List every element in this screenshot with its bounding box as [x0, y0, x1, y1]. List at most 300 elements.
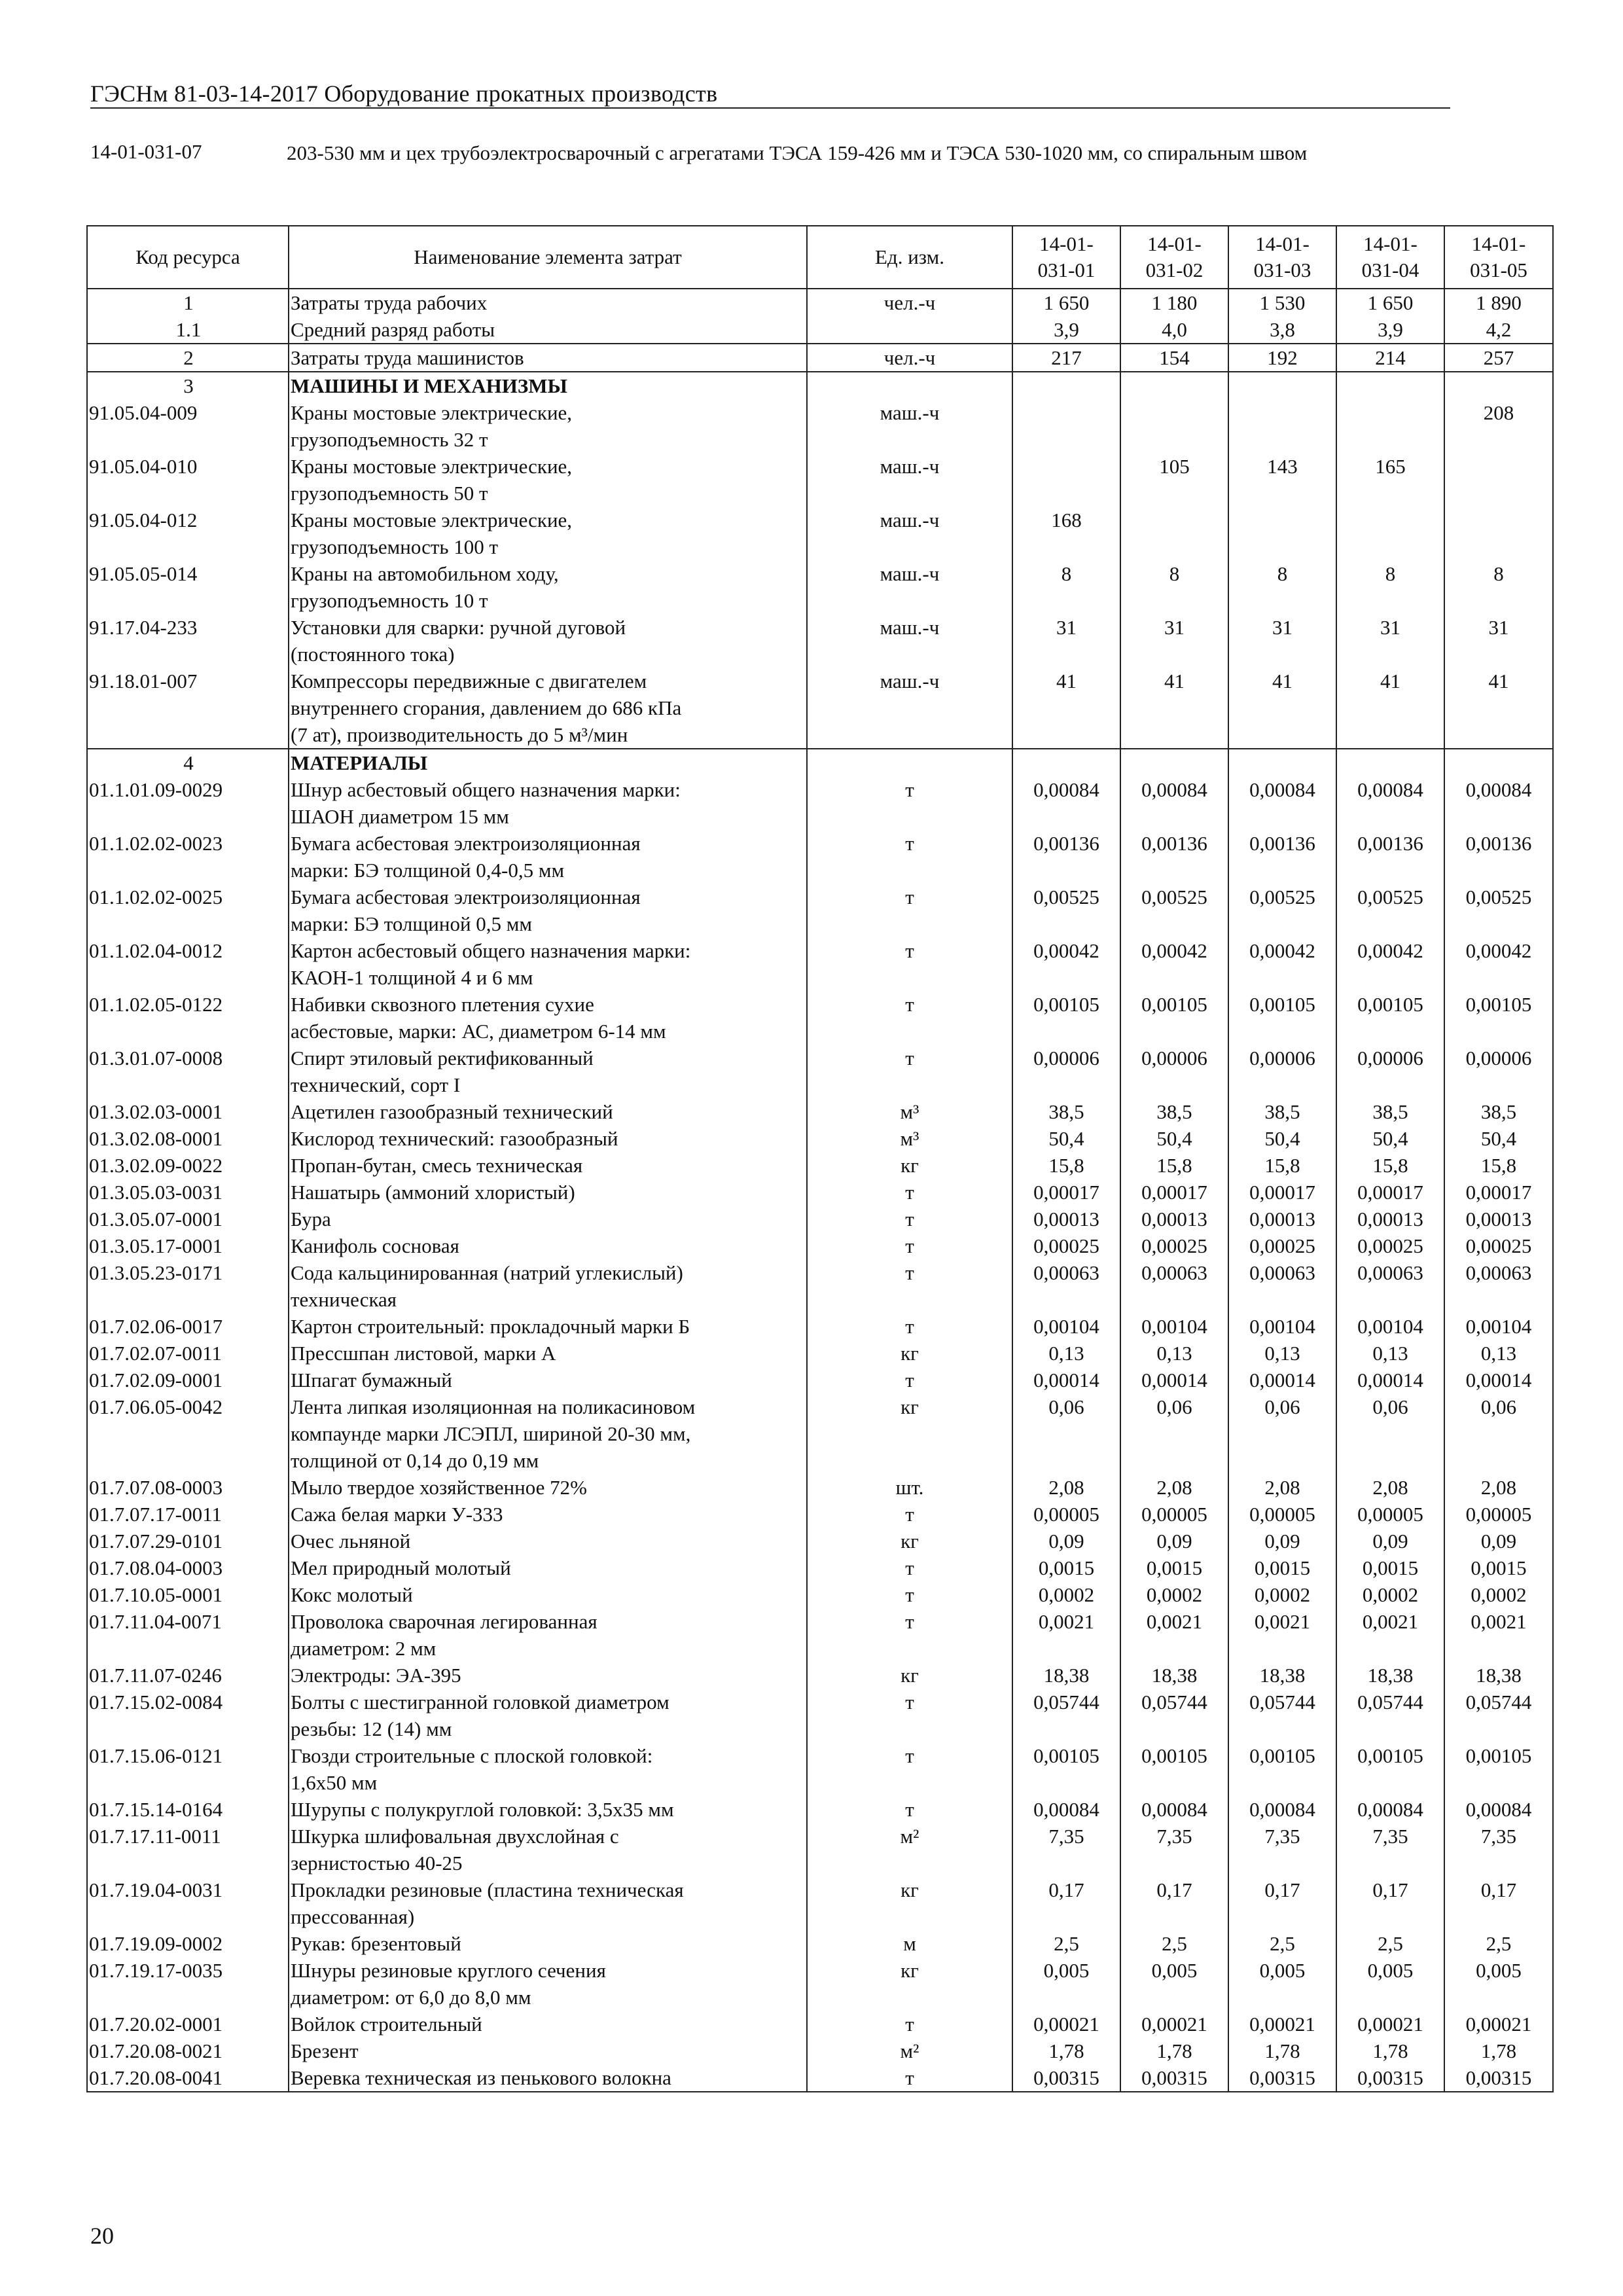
value-cell: 0,00021	[1228, 2011, 1336, 2037]
value-cell: 0,00136	[1228, 830, 1336, 884]
table-row	[87, 614, 1553, 668]
resource-code-cell: 1	[87, 289, 289, 316]
resource-code-cell: 01.7.15.02-0084	[87, 1689, 289, 1742]
cost-element-name-cell: Сажа белая марки У-333	[289, 1501, 807, 1528]
value-cell: 8	[1228, 560, 1336, 614]
value-cell: 0,13	[1228, 1340, 1336, 1367]
cost-element-name-cell: МАШИНЫ И МЕХАНИЗМЫ	[289, 372, 807, 399]
value-cell: 0,00105	[1120, 991, 1228, 1045]
value-cell: 168	[1012, 507, 1120, 560]
value-cell: 0,0021	[1012, 1608, 1120, 1662]
value-cell: 50,4	[1228, 1125, 1336, 1152]
cost-element-name-cell: Средний разряд работы	[289, 316, 807, 344]
table-row	[87, 1125, 1553, 1152]
value-cell: 0,00136	[1012, 830, 1120, 884]
value-cell: 0,00013	[1336, 1206, 1444, 1232]
table-row	[87, 1313, 1553, 1340]
table-row	[87, 1662, 1553, 1689]
value-cell: 0,00006	[1336, 1045, 1444, 1098]
cost-element-name-cell: Пропан-бутан, смесь техническая	[289, 1152, 807, 1179]
value-cell	[1336, 399, 1444, 453]
value-cell: 0,0002	[1336, 1581, 1444, 1608]
value-cell: 41	[1012, 668, 1120, 749]
resource-code-cell: 01.7.11.04-0071	[87, 1608, 289, 1662]
cost-element-name-cell: Мыло твердое хозяйственное 72%	[289, 1474, 807, 1501]
unit-cell: т	[807, 1179, 1012, 1206]
table-row	[87, 399, 1553, 453]
value-cell: 0,00105	[1228, 1742, 1336, 1796]
cost-element-name-cell: Кокс молотый	[289, 1581, 807, 1608]
value-cell: 0,00014	[1120, 1367, 1228, 1393]
value-cell	[1228, 507, 1336, 560]
value-cell: 0,00084	[1012, 1796, 1120, 1823]
unit-cell	[807, 372, 1012, 399]
cost-element-name-cell: Проволока сварочная легированная диаметром: 2 мм	[289, 1608, 807, 1662]
value-cell	[1444, 749, 1553, 776]
value-cell: 0,00084	[1444, 776, 1553, 830]
value-cell: 0,00525	[1012, 884, 1120, 937]
value-cell: 0,00021	[1012, 2011, 1120, 2037]
unit-cell: маш.-ч	[807, 453, 1012, 507]
value-cell: 1,78	[1336, 2037, 1444, 2064]
unit-cell: кг	[807, 1152, 1012, 1179]
cost-element-name-cell: Спирт этиловый ректификованный технический, сорт I	[289, 1045, 807, 1098]
value-cell: 0,00014	[1336, 1367, 1444, 1393]
value-cell: 0,0021	[1336, 1608, 1444, 1662]
value-cell: 1,78	[1228, 2037, 1336, 2064]
value-cell: 0,005	[1120, 1957, 1228, 2011]
value-cell: 0,00315	[1120, 2064, 1228, 2092]
resource-table	[86, 225, 1554, 2092]
value-cell: 7,35	[1012, 1823, 1120, 1876]
resource-code-cell: 91.05.04-012	[87, 507, 289, 560]
value-cell: 0,00006	[1228, 1045, 1336, 1098]
table-row	[87, 1259, 1553, 1313]
resource-code-cell: 91.17.04-233	[87, 614, 289, 668]
value-cell: 0,00042	[1228, 937, 1336, 991]
value-cell: 0,0015	[1336, 1554, 1444, 1581]
value-cell: 8	[1336, 560, 1444, 614]
value-cell: 0,00063	[1336, 1259, 1444, 1313]
value-cell: 0,005	[1228, 1957, 1336, 2011]
resource-code-cell: 01.7.07.08-0003	[87, 1474, 289, 1501]
resource-code-cell: 01.7.11.07-0246	[87, 1662, 289, 1689]
unit-cell: м²	[807, 2037, 1012, 2064]
value-cell: 154	[1120, 344, 1228, 372]
table-row	[87, 1152, 1553, 1179]
cost-element-name-cell: Рукав: брезентовый	[289, 1930, 807, 1957]
value-cell: 0,00136	[1336, 830, 1444, 884]
value-cell: 0,00105	[1444, 991, 1553, 1045]
table-row	[87, 1876, 1553, 1930]
value-cell: 0,00014	[1012, 1367, 1120, 1393]
value-cell: 0,00084	[1228, 1796, 1336, 1823]
unit-cell: м²	[807, 1823, 1012, 1876]
resource-code-cell: 01.7.20.02-0001	[87, 2011, 289, 2037]
unit-cell: т	[807, 776, 1012, 830]
cost-element-name-cell: Шкурка шлифовальная двухслойная с зернистостью 40-25	[289, 1823, 807, 1876]
value-cell: 0,13	[1336, 1340, 1444, 1367]
value-cell: 0,00025	[1336, 1232, 1444, 1259]
value-cell: 0,00021	[1120, 2011, 1228, 2037]
cost-element-name-cell: Краны мостовые электрические, грузоподъемность 32 т	[289, 399, 807, 453]
value-cell: 0,09	[1336, 1528, 1444, 1554]
table-row	[87, 2037, 1553, 2064]
value-cell: 18,38	[1120, 1662, 1228, 1689]
value-cell: 50,4	[1012, 1125, 1120, 1152]
value-cell: 0,00017	[1228, 1179, 1336, 1206]
table-row	[87, 1206, 1553, 1232]
value-cell	[1336, 372, 1444, 399]
value-cell: 31	[1336, 614, 1444, 668]
value-cell: 0,00105	[1336, 991, 1444, 1045]
table-row	[87, 1554, 1553, 1581]
page-header	[90, 77, 1450, 109]
cost-element-name-cell: Веревка техническая из пенькового волокна	[289, 2064, 807, 2092]
unit-cell: т	[807, 1232, 1012, 1259]
value-cell: 18,38	[1012, 1662, 1120, 1689]
value-cell	[1120, 507, 1228, 560]
value-cell	[1336, 749, 1444, 776]
value-cell: 15,8	[1444, 1152, 1553, 1179]
value-cell: 2,08	[1336, 1474, 1444, 1501]
value-cell: 0,00005	[1012, 1501, 1120, 1528]
value-cell: 0,13	[1012, 1340, 1120, 1367]
table-row	[87, 560, 1553, 614]
value-cell: 0,06	[1444, 1393, 1553, 1474]
value-cell: 0,00042	[1120, 937, 1228, 991]
value-cell: 0,17	[1228, 1876, 1336, 1930]
cost-element-name-cell: Краны мостовые электрические, грузоподъемность 50 т	[289, 453, 807, 507]
table-row	[87, 830, 1553, 884]
unit-cell: т	[807, 1313, 1012, 1340]
cost-element-name-cell: Брезент	[289, 2037, 807, 2064]
unit-cell: т	[807, 884, 1012, 937]
unit-cell: маш.-ч	[807, 614, 1012, 668]
value-cell	[1012, 749, 1120, 776]
value-cell	[1120, 749, 1228, 776]
table-row	[87, 776, 1553, 830]
value-cell: 0,00105	[1012, 991, 1120, 1045]
resource-code-cell: 01.3.02.03-0001	[87, 1098, 289, 1125]
unit-cell: т	[807, 937, 1012, 991]
value-cell: 0,00017	[1444, 1179, 1553, 1206]
value-cell: 0,17	[1336, 1876, 1444, 1930]
resource-code-cell: 01.7.15.06-0121	[87, 1742, 289, 1796]
resource-code-cell: 01.1.02.02-0023	[87, 830, 289, 884]
table-header-cell: Наименование элемента затрат	[289, 226, 807, 289]
value-cell: 0,00005	[1444, 1501, 1553, 1528]
value-cell: 0,0021	[1444, 1608, 1553, 1662]
unit-cell: т	[807, 1259, 1012, 1313]
cost-element-name-cell: Очес льняной	[289, 1528, 807, 1554]
resource-code-cell: 1.1	[87, 316, 289, 344]
cost-element-name-cell: Лента липкая изоляционная на поликасиновом компаунде марки ЛСЭПЛ, шириной 20-30 мм, толщиной от 0,14 до 0,19 мм	[289, 1393, 807, 1474]
value-cell: 2,08	[1444, 1474, 1553, 1501]
resource-code-cell: 91.18.01-007	[87, 668, 289, 749]
value-cell: 41	[1336, 668, 1444, 749]
cost-element-name-cell: Шнур асбестовый общего назначения марки: ШАОН диаметром 15 мм	[289, 776, 807, 830]
value-cell: 15,8	[1228, 1152, 1336, 1179]
value-cell: 0,00014	[1444, 1367, 1553, 1393]
value-cell: 0,0002	[1444, 1581, 1553, 1608]
cost-element-name-cell: Набивки сквозного плетения сухие асбестовые, марки: АС, диаметром 6-14 мм	[289, 991, 807, 1045]
value-cell: 0,00084	[1336, 1796, 1444, 1823]
value-cell: 18,38	[1228, 1662, 1336, 1689]
value-cell: 143	[1228, 453, 1336, 507]
table-row	[87, 1957, 1553, 2011]
value-cell: 8	[1444, 560, 1553, 614]
value-cell: 2,08	[1012, 1474, 1120, 1501]
unit-cell: т	[807, 1581, 1012, 1608]
value-cell: 0,00042	[1012, 937, 1120, 991]
value-cell: 1,78	[1012, 2037, 1120, 2064]
unit-cell: т	[807, 1742, 1012, 1796]
table-row	[87, 1393, 1553, 1474]
table-row	[87, 1689, 1553, 1742]
value-cell: 7,35	[1120, 1823, 1228, 1876]
value-cell: 0,00042	[1444, 937, 1553, 991]
value-cell: 0,00013	[1228, 1206, 1336, 1232]
value-cell: 0,06	[1336, 1393, 1444, 1474]
value-cell: 0,0002	[1012, 1581, 1120, 1608]
value-cell: 0,06	[1120, 1393, 1228, 1474]
table-row	[87, 289, 1553, 316]
table-row	[87, 1581, 1553, 1608]
value-cell: 4,0	[1120, 316, 1228, 344]
value-cell: 1 180	[1120, 289, 1228, 316]
cost-element-name-cell: Бумага асбестовая электроизоляционная марки: БЭ толщиной 0,5 мм	[289, 884, 807, 937]
value-cell: 165	[1336, 453, 1444, 507]
table-row	[87, 2064, 1553, 2092]
value-cell: 0,00025	[1120, 1232, 1228, 1259]
cost-element-name-cell: Затраты труда рабочих	[289, 289, 807, 316]
unit-cell: кг	[807, 1340, 1012, 1367]
value-cell: 0,00005	[1336, 1501, 1444, 1528]
resource-code-cell: 01.7.07.17-0011	[87, 1501, 289, 1528]
table-row	[87, 668, 1553, 749]
cost-element-name-cell: Картон асбестовый общего назначения марки: КАОН-1 толщиной 4 и 6 мм	[289, 937, 807, 991]
table-row	[87, 1796, 1553, 1823]
table-header-row	[87, 226, 1553, 289]
value-cell: 0,00104	[1336, 1313, 1444, 1340]
value-cell: 0,09	[1012, 1528, 1120, 1554]
unit-cell: т	[807, 830, 1012, 884]
value-cell: 38,5	[1120, 1098, 1228, 1125]
cost-element-name-cell: Ацетилен газообразный технический	[289, 1098, 807, 1125]
value-cell: 0,0015	[1444, 1554, 1553, 1581]
table-row	[87, 1232, 1553, 1259]
value-cell: 0,00021	[1336, 2011, 1444, 2037]
cost-element-name-cell: МАТЕРИАЛЫ	[289, 749, 807, 776]
table-row	[87, 507, 1553, 560]
value-cell: 15,8	[1012, 1152, 1120, 1179]
value-cell: 1 890	[1444, 289, 1553, 316]
value-cell	[1120, 372, 1228, 399]
table-row	[87, 991, 1553, 1045]
value-cell: 0,005	[1336, 1957, 1444, 2011]
unit-cell: чел.-ч	[807, 344, 1012, 372]
section-code: 14-01-031-07	[90, 140, 202, 163]
value-cell: 0,06	[1228, 1393, 1336, 1474]
header-title: ГЭСНм 81-03-14-2017 Оборудование прокатных производств	[90, 81, 718, 107]
unit-cell: т	[807, 1796, 1012, 1823]
resource-code-cell: 01.3.02.09-0022	[87, 1152, 289, 1179]
value-cell: 15,8	[1336, 1152, 1444, 1179]
resource-code-cell: 01.3.02.08-0001	[87, 1125, 289, 1152]
value-cell: 0,17	[1444, 1876, 1553, 1930]
unit-cell: маш.-ч	[807, 399, 1012, 453]
page-number: 20	[90, 2223, 114, 2249]
value-cell: 0,00005	[1120, 1501, 1228, 1528]
value-cell: 0,00042	[1336, 937, 1444, 991]
table-row	[87, 1179, 1553, 1206]
value-cell: 208	[1444, 399, 1553, 453]
value-cell: 15,8	[1120, 1152, 1228, 1179]
resource-code-cell: 01.7.19.09-0002	[87, 1930, 289, 1957]
value-cell: 0,00017	[1336, 1179, 1444, 1206]
value-cell: 0,00021	[1444, 2011, 1553, 2037]
unit-cell: т	[807, 1501, 1012, 1528]
cost-element-name-cell: Сода кальцинированная (натрий углекислый) техническая	[289, 1259, 807, 1313]
cost-element-name-cell: Шпагат бумажный	[289, 1367, 807, 1393]
value-cell: 50,4	[1336, 1125, 1444, 1152]
cost-element-name-cell: Канифоль сосновая	[289, 1232, 807, 1259]
unit-cell: т	[807, 2064, 1012, 2092]
value-cell	[1228, 749, 1336, 776]
resource-code-cell: 01.7.15.14-0164	[87, 1796, 289, 1823]
table-header-cell: Код ресурса	[87, 226, 289, 289]
value-cell: 38,5	[1012, 1098, 1120, 1125]
unit-cell: чел.-ч	[807, 289, 1012, 316]
value-cell: 0,00136	[1120, 830, 1228, 884]
table-row	[87, 1930, 1553, 1957]
cost-element-name-cell: Гвозди строительные с плоской головкой: 1,6х50 мм	[289, 1742, 807, 1796]
value-cell: 2,5	[1012, 1930, 1120, 1957]
value-cell: 0,00013	[1120, 1206, 1228, 1232]
value-cell: 0,0015	[1012, 1554, 1120, 1581]
cost-element-name-cell: Прокладки резиновые (пластина техническая прессованная)	[289, 1876, 807, 1930]
value-cell: 0,09	[1444, 1528, 1553, 1554]
cost-element-name-cell: Электроды: ЭА-395	[289, 1662, 807, 1689]
cost-element-name-cell: Шнуры резиновые круглого сечения диаметром: от 6,0 до 8,0 мм	[289, 1957, 807, 2011]
table-header-cell: 14-01- 031-05	[1444, 226, 1553, 289]
value-cell: 38,5	[1336, 1098, 1444, 1125]
value-cell: 0,00005	[1228, 1501, 1336, 1528]
cost-element-name-cell: Кислород технический: газообразный	[289, 1125, 807, 1152]
value-cell: 0,00025	[1444, 1232, 1553, 1259]
resource-code-cell: 01.7.19.17-0035	[87, 1957, 289, 2011]
resource-code-cell: 01.7.02.09-0001	[87, 1367, 289, 1393]
resource-code-cell: 91.05.05-014	[87, 560, 289, 614]
value-cell: 0,00063	[1228, 1259, 1336, 1313]
resource-code-cell: 01.7.10.05-0001	[87, 1581, 289, 1608]
value-cell	[1228, 372, 1336, 399]
resource-code-cell: 4	[87, 749, 289, 776]
cost-element-name-cell: Компрессоры передвижные с двигателем внутреннего сгорания, давлением до 686 кПа (7 ат), производительность до 5 м³/мин	[289, 668, 807, 749]
resource-code-cell: 2	[87, 344, 289, 372]
value-cell: 0,00084	[1444, 1796, 1553, 1823]
value-cell: 7,35	[1228, 1823, 1336, 1876]
value-cell: 0,00315	[1336, 2064, 1444, 2092]
value-cell: 1,78	[1120, 2037, 1228, 2064]
table-row	[87, 453, 1553, 507]
resource-code-cell: 01.7.02.07-0011	[87, 1340, 289, 1367]
value-cell: 0,00105	[1228, 991, 1336, 1045]
value-cell: 0,05744	[1336, 1689, 1444, 1742]
value-cell: 0,00104	[1444, 1313, 1553, 1340]
unit-cell: т	[807, 1689, 1012, 1742]
value-cell: 0,00063	[1120, 1259, 1228, 1313]
unit-cell: кг	[807, 1876, 1012, 1930]
resource-code-cell: 01.3.05.23-0171	[87, 1259, 289, 1313]
cost-element-name-cell: Мел природный молотый	[289, 1554, 807, 1581]
table-header-cell: 14-01- 031-03	[1228, 226, 1336, 289]
value-cell: 2,5	[1444, 1930, 1553, 1957]
unit-cell: т	[807, 2011, 1012, 2037]
table-row	[87, 1340, 1553, 1367]
value-cell: 0,00105	[1120, 1742, 1228, 1796]
unit-cell: т	[807, 1367, 1012, 1393]
value-cell	[1012, 372, 1120, 399]
value-cell: 0,05744	[1228, 1689, 1336, 1742]
value-cell: 0,00006	[1120, 1045, 1228, 1098]
cost-element-name-cell: Нашатырь (аммоний хлористый)	[289, 1179, 807, 1206]
value-cell: 2,5	[1228, 1930, 1336, 1957]
value-cell: 0,00013	[1444, 1206, 1553, 1232]
value-cell: 3,9	[1336, 316, 1444, 344]
resource-code-cell: 01.3.05.03-0031	[87, 1179, 289, 1206]
value-cell: 0,00104	[1228, 1313, 1336, 1340]
table-row	[87, 1528, 1553, 1554]
resource-code-cell: 91.05.04-010	[87, 453, 289, 507]
value-cell	[1444, 453, 1553, 507]
value-cell: 0,00104	[1120, 1313, 1228, 1340]
value-cell	[1012, 453, 1120, 507]
value-cell: 2,5	[1336, 1930, 1444, 1957]
unit-cell: т	[807, 1045, 1012, 1098]
value-cell: 2,08	[1120, 1474, 1228, 1501]
cost-element-name-cell: Установки для сварки: ручной дуговой (постоянного тока)	[289, 614, 807, 668]
value-cell: 1 530	[1228, 289, 1336, 316]
table-row	[87, 1045, 1553, 1098]
value-cell: 0,00315	[1012, 2064, 1120, 2092]
value-cell: 1,78	[1444, 2037, 1553, 2064]
resource-code-cell: 01.7.07.29-0101	[87, 1528, 289, 1554]
value-cell: 0,00084	[1120, 776, 1228, 830]
value-cell: 214	[1336, 344, 1444, 372]
value-cell: 0,0021	[1120, 1608, 1228, 1662]
value-cell: 0,00014	[1228, 1367, 1336, 1393]
value-cell: 0,00025	[1012, 1232, 1120, 1259]
cost-element-name-cell: Картон строительный: прокладочный марки Б	[289, 1313, 807, 1340]
resource-code-cell: 01.3.01.07-0008	[87, 1045, 289, 1098]
value-cell: 38,5	[1444, 1098, 1553, 1125]
value-cell: 1 650	[1336, 289, 1444, 316]
value-cell: 1 650	[1012, 289, 1120, 316]
resource-code-cell: 01.7.06.05-0042	[87, 1393, 289, 1474]
value-cell: 0,00063	[1444, 1259, 1553, 1313]
value-cell: 0,005	[1012, 1957, 1120, 2011]
unit-cell: шт.	[807, 1474, 1012, 1501]
resource-code-cell: 01.7.20.08-0041	[87, 2064, 289, 2092]
resource-code-cell: 01.7.08.04-0003	[87, 1554, 289, 1581]
unit-cell	[807, 749, 1012, 776]
value-cell: 0,13	[1444, 1340, 1553, 1367]
value-cell	[1012, 399, 1120, 453]
value-cell: 0,005	[1444, 1957, 1553, 2011]
value-cell	[1336, 507, 1444, 560]
